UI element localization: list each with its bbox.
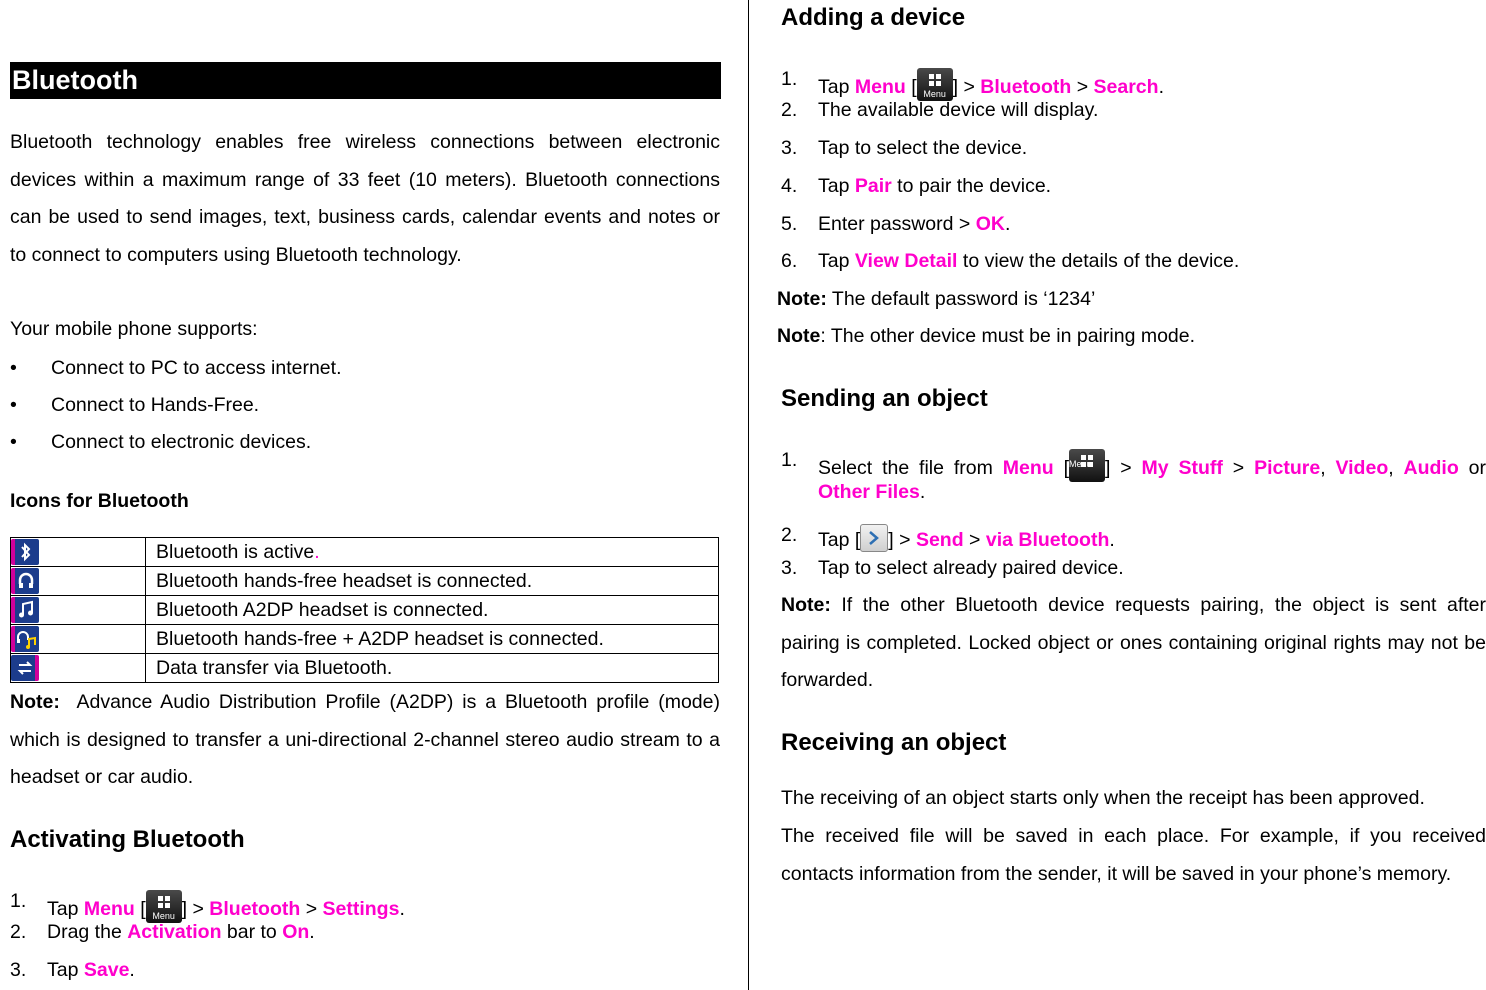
chevron-right-icon: [860, 524, 888, 552]
menu-icon: Menu: [1069, 449, 1105, 482]
pairing-mode-note: Note: The other device must be in pairing mode.: [777, 325, 1196, 347]
sending-step-1-cont: Other Files.: [818, 481, 926, 503]
data-transfer-icon: [11, 655, 39, 681]
bluetooth-active-icon: [11, 539, 39, 565]
adding-heading: Adding a device: [781, 4, 966, 31]
supports-label: Your mobile phone supports:: [10, 318, 258, 340]
music-note-icon: [11, 597, 39, 623]
menu-icon: Menu: [146, 890, 182, 923]
receiving-heading: Receiving an object: [781, 729, 1007, 756]
icons-heading: Icons for Bluetooth: [10, 490, 189, 512]
menu-icon: Menu: [917, 68, 953, 101]
table-row: Bluetooth A2DP headset is connected.: [11, 596, 719, 625]
activating-heading: Activating Bluetooth: [10, 826, 245, 853]
headset-music-icon: [11, 626, 39, 652]
icons-table: [10, 537, 719, 683]
receiving-paragraph-2: The received file will be saved in each place. For example, if you received contacts information from the sender, it will be saved in your phone’s memory.: [781, 825, 1486, 885]
section-title: Bluetooth: [10, 62, 721, 99]
a2dp-note: Note: Advance Audio Distribution Profile (A2DP) is a Bluetooth profile (mode) which is designed to transfer a uni-directional 2-channel stereo audio stream to a headset or car audio.: [10, 691, 720, 788]
sending-note: Note: If the other Bluetooth device requests pairing, the object is sent after pairing is completed. Locked object or ones containing original rights may not be forwarded.: [781, 594, 1486, 691]
table-row: Bluetooth hands-free headset is connected.: [11, 567, 719, 596]
sending-heading: Sending an object: [781, 385, 988, 412]
receiving-paragraph-1: The receiving of an object starts only when the receipt has been approved.: [781, 787, 1425, 809]
table-row: Data transfer via Bluetooth.: [11, 654, 719, 683]
password-note: Note: The default password is ‘1234’: [777, 288, 1096, 310]
table-row: Bluetooth hands-free + A2DP headset is connected.: [11, 625, 719, 654]
intro-paragraph: Bluetooth technology enables free wireless connections between electronic devices within a maximum range of 33 feet (10 meters). Bluetooth connections can be used to send images, text, business cards, calendar events and notes or to connect to computers using Bluetooth technology.: [10, 131, 720, 266]
column-divider: [748, 0, 749, 990]
headset-icon: [11, 568, 39, 594]
table-row: Bluetooth is active.: [11, 538, 719, 567]
